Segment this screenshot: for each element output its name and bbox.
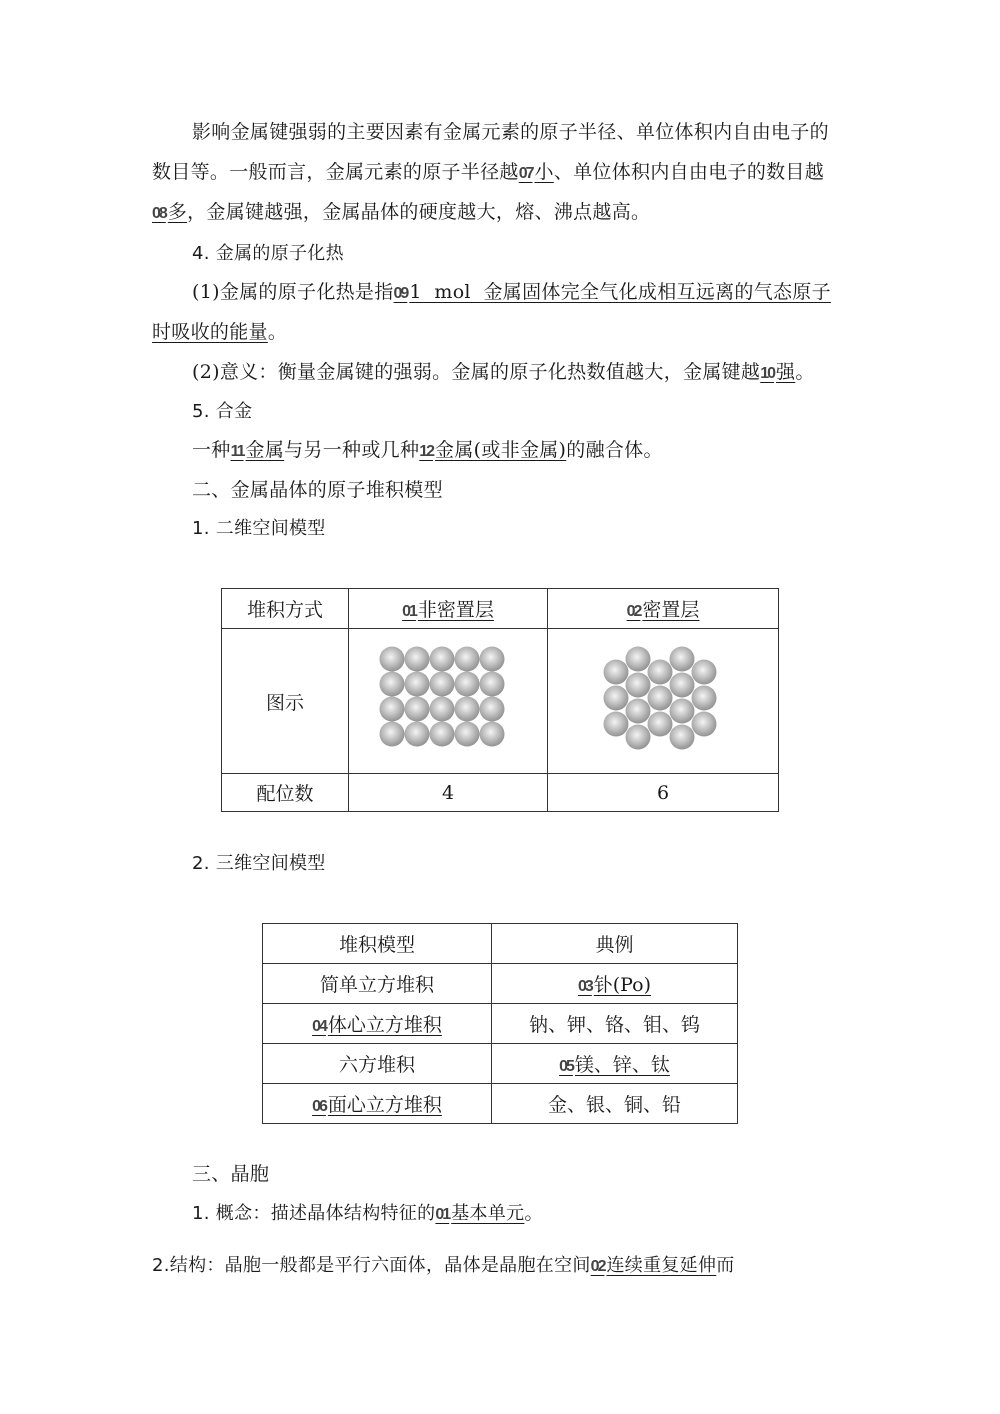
table-cell bbox=[263, 1004, 492, 1044]
blank-number: 12 bbox=[419, 443, 434, 460]
answer-text: 镁、锌、钛 bbox=[574, 1054, 670, 1076]
table-cell bbox=[263, 1084, 492, 1124]
text: ，金属键越强，金属晶体的硬度越大，熔、沸点越高。 bbox=[187, 201, 651, 223]
text: 而 bbox=[716, 1255, 735, 1276]
hexagonal-packing-diagram bbox=[603, 646, 723, 756]
table-2d-packing bbox=[221, 588, 779, 812]
answer-blank-08 bbox=[152, 201, 187, 223]
table-row bbox=[222, 589, 779, 629]
answer-text: 体心立方堆积 bbox=[327, 1014, 442, 1036]
paragraph-line bbox=[152, 318, 287, 346]
part-heading: 三、晶胞 bbox=[192, 1163, 270, 1185]
text: 2.结构：晶胞一般都是平行六面体，晶体是晶胞在空间 bbox=[152, 1255, 591, 1276]
section-heading: 5. 合金 bbox=[192, 401, 253, 422]
answer-text: 金属 bbox=[245, 439, 285, 461]
text: (2)意义：衡量金属键的强弱。金属的原子化热数值越大，金属键越 bbox=[192, 361, 761, 383]
table-cell bbox=[492, 964, 738, 1004]
answer-text: 钋(Po) bbox=[593, 974, 652, 996]
answer-blank-09 bbox=[394, 281, 831, 303]
answer-blank-02 bbox=[591, 1255, 717, 1276]
table-cell: 6 bbox=[548, 774, 779, 812]
subsection-heading: 1. 二维空间模型 bbox=[192, 518, 326, 539]
table-cell bbox=[492, 1084, 738, 1124]
blank-number: 03 bbox=[577, 978, 592, 995]
blank-number: 01 bbox=[402, 603, 416, 620]
example-text: 金、银、铜、铅 bbox=[547, 1094, 681, 1116]
text: 与另一种或几种 bbox=[284, 439, 420, 461]
blank-number: 02 bbox=[590, 1258, 605, 1275]
answer-text: 连续重复延伸 bbox=[606, 1255, 717, 1276]
answer-text: 多 bbox=[167, 201, 188, 223]
table-cell: 配位数 bbox=[222, 774, 349, 812]
answer-blank-01 bbox=[435, 1202, 524, 1224]
text: (1)金属的原子化热是指 bbox=[192, 281, 394, 303]
table-header-cell bbox=[548, 589, 779, 629]
blank-number: 06 bbox=[312, 1098, 326, 1115]
table-row bbox=[263, 964, 738, 1004]
blank-number: 04 bbox=[312, 1018, 326, 1035]
text: 数目等。一般而言，金属元素的原子半径越 bbox=[152, 161, 519, 183]
table-cell bbox=[349, 629, 548, 774]
text: 1. 概念：描述晶体结构特征的 bbox=[192, 1203, 436, 1224]
table-cell bbox=[263, 1044, 492, 1084]
table-cell: 图示 bbox=[222, 629, 349, 774]
paragraph-line bbox=[192, 436, 663, 466]
answer-text: 时吸收的能量 bbox=[152, 321, 268, 343]
blank-number: 05 bbox=[559, 1058, 573, 1075]
blank-number: 02 bbox=[626, 603, 641, 620]
answer-blank-12 bbox=[419, 439, 566, 461]
table-row bbox=[263, 924, 738, 964]
answer-text: 强 bbox=[776, 361, 796, 383]
table-cell bbox=[548, 629, 779, 774]
text: 一种 bbox=[192, 439, 231, 461]
paragraph-line bbox=[152, 1252, 735, 1281]
answer-text: 非密置层 bbox=[417, 599, 494, 621]
paragraph-line bbox=[152, 158, 824, 188]
answer-text: 密置层 bbox=[642, 599, 700, 621]
blank-number: 01 bbox=[435, 1206, 450, 1223]
table-header-cell: 堆积模型 bbox=[263, 924, 492, 964]
answer-text: 1 mol 金属固体完全气化成相互远离的气态原子 bbox=[409, 281, 831, 303]
answer-text: 面心立方堆积 bbox=[327, 1094, 442, 1116]
table-cell bbox=[263, 964, 492, 1004]
part-heading: 二、金属晶体的原子堆积模型 bbox=[192, 479, 443, 501]
table-cell bbox=[492, 1004, 738, 1044]
table-cell bbox=[492, 1044, 738, 1084]
answer-blank-10 bbox=[760, 361, 795, 383]
answer-text: 基本单元 bbox=[451, 1203, 525, 1224]
answer-blank-07 bbox=[519, 161, 554, 183]
paragraph-line bbox=[192, 118, 829, 146]
paragraph-line bbox=[152, 198, 650, 228]
table-cell: 4 bbox=[349, 774, 548, 812]
square-packing-diagram bbox=[378, 646, 518, 756]
model-name: 简单立方堆积 bbox=[319, 974, 434, 996]
section-heading: 4. 金属的原子化热 bbox=[192, 243, 344, 264]
paragraph-line bbox=[192, 278, 831, 308]
table-3d-packing bbox=[262, 923, 738, 1124]
text: 。 bbox=[795, 361, 815, 383]
answer-blank-11 bbox=[231, 439, 285, 461]
model-name: 六方堆积 bbox=[338, 1054, 415, 1076]
table-row bbox=[263, 1084, 738, 1124]
table-header-cell: 典例 bbox=[492, 924, 738, 964]
table-header-cell: 堆积方式 bbox=[222, 589, 349, 629]
subsection-heading: 2. 三维空间模型 bbox=[192, 853, 326, 874]
table-row bbox=[222, 774, 779, 812]
blank-number: 08 bbox=[152, 205, 166, 222]
table-row bbox=[263, 1004, 738, 1044]
text: 的融合体。 bbox=[566, 439, 663, 461]
text: 影响金属键强弱的主要因素有金属元素的原子半径、单位体积内自由电子的 bbox=[192, 121, 829, 143]
text: 。 bbox=[267, 321, 288, 343]
paragraph-line bbox=[192, 358, 815, 388]
table-row bbox=[222, 629, 779, 774]
table-row bbox=[263, 1044, 738, 1084]
table-header-cell bbox=[349, 589, 548, 629]
blank-number: 09 bbox=[393, 285, 408, 302]
answer-text: 小 bbox=[534, 161, 554, 183]
text: 、单位体积内自由电子的数目越 bbox=[553, 161, 825, 183]
blank-number: 10 bbox=[760, 365, 775, 382]
example-text: 钠、钾、铬、钼、钨 bbox=[528, 1014, 700, 1036]
text: 。 bbox=[524, 1202, 544, 1224]
paragraph-line bbox=[192, 1199, 544, 1229]
blank-number: 07 bbox=[518, 165, 533, 182]
blank-number: 11 bbox=[230, 443, 244, 460]
answer-text: 金属(或非金属) bbox=[435, 439, 567, 461]
